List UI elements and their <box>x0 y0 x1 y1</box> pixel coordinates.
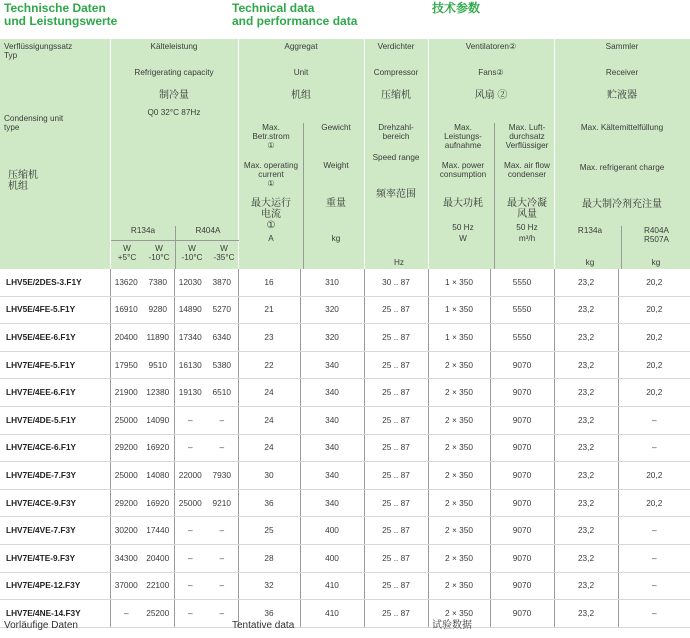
value-cell: 7380 <box>142 269 174 296</box>
value-cell: – <box>174 600 206 628</box>
model-cell: LHV7E/4TE-9.F3Y <box>0 544 110 572</box>
model-cell: LHV7E/4DE-7.F3Y <box>0 462 110 490</box>
value-cell: 9070 <box>490 572 554 600</box>
weight-zh: 重量 <box>326 198 346 209</box>
value-cell: 2 × 350 <box>428 462 490 490</box>
value-cell: 16130 <box>174 351 206 379</box>
value-cell: – <box>618 572 690 600</box>
current-zh: 最大运行 电流 ① <box>251 198 291 231</box>
receiver-r134a: R134a <box>577 226 603 235</box>
model-cell: LHV7E/4CE-9.F3Y <box>0 489 110 517</box>
capacity-sub-4: W -35°C <box>213 244 235 262</box>
receiver-unit-2: kg <box>651 258 661 267</box>
value-cell: – <box>110 600 142 628</box>
value-cell: 2 × 350 <box>428 572 490 600</box>
value-cell: 20,2 <box>618 324 690 352</box>
value-cell: 20400 <box>110 324 142 352</box>
value-cell: 9070 <box>490 434 554 462</box>
model-cell: LHV5E/4FE-5.F1Y <box>0 296 110 324</box>
model-cell: LHV7E/4PE-12.F3Y <box>0 572 110 600</box>
value-cell: 5270 <box>206 296 238 324</box>
value-cell: 23,2 <box>554 324 618 352</box>
value-cell: 36 <box>238 600 300 628</box>
value-cell: 410 <box>300 600 364 628</box>
model-cell: LHV7E/4FE-5.F1Y <box>0 351 110 379</box>
value-cell: – <box>618 434 690 462</box>
value-cell: 320 <box>300 324 364 352</box>
value-cell: – <box>206 572 238 600</box>
value-cell: 23,2 <box>554 296 618 324</box>
value-cell: 22100 <box>142 572 174 600</box>
value-cell: 30200 <box>110 517 142 545</box>
value-cell: 400 <box>300 517 364 545</box>
model-cell: LHV5E/4EE-6.F1Y <box>0 324 110 352</box>
value-cell: 21900 <box>110 379 142 407</box>
value-cell: 14890 <box>174 296 206 324</box>
value-cell: 25 .. 87 <box>364 462 428 490</box>
value-cell: 5550 <box>490 269 554 296</box>
fan-air-zh: 最大冷凝 风量 <box>507 198 547 220</box>
value-cell: 23,2 <box>554 517 618 545</box>
value-cell: 21 <box>238 296 300 324</box>
value-cell: 2 × 350 <box>428 517 490 545</box>
value-cell: 9280 <box>142 296 174 324</box>
value-cell: 5550 <box>490 296 554 324</box>
compressor-unit: Hz <box>393 258 404 267</box>
value-cell: 12030 <box>174 269 206 296</box>
value-cell: 9210 <box>206 489 238 517</box>
footer-german: Vorläufige Daten <box>4 620 78 631</box>
table-row <box>0 406 690 434</box>
value-cell: 14080 <box>142 462 174 490</box>
value-cell: 29200 <box>110 489 142 517</box>
col-compressor: Verdichter Compressor 压缩机 Drehzahl- bereich Speed range 频率范围 <box>364 39 428 269</box>
value-cell: 340 <box>300 489 364 517</box>
header-english: Technical data and performance data <box>232 1 358 28</box>
col-unit-type: Verflüssigungssatz Typ Condensing unit type 压缩机 机组 <box>0 39 110 269</box>
table-row <box>0 572 690 600</box>
value-cell: 3870 <box>206 269 238 296</box>
value-cell: 25 .. 87 <box>364 489 428 517</box>
value-cell: 16920 <box>142 434 174 462</box>
value-cell: 1 × 350 <box>428 324 490 352</box>
table-row <box>0 600 690 628</box>
value-cell: 9070 <box>490 379 554 407</box>
value-cell: 16920 <box>142 489 174 517</box>
value-cell: 23,2 <box>554 572 618 600</box>
value-cell: 23,2 <box>554 544 618 572</box>
capacity-r404a: R404A <box>175 226 240 269</box>
value-cell: 2 × 350 <box>428 544 490 572</box>
value-cell: 9070 <box>490 462 554 490</box>
value-cell: 20400 <box>142 544 174 572</box>
value-cell: 23,2 <box>554 269 618 296</box>
value-cell: 9070 <box>490 406 554 434</box>
value-cell: 13620 <box>110 269 142 296</box>
value-cell: 20,2 <box>618 462 690 490</box>
value-cell: 7930 <box>206 462 238 490</box>
value-cell: 23,2 <box>554 600 618 628</box>
value-cell: 24 <box>238 379 300 407</box>
value-cell: 6340 <box>206 324 238 352</box>
col-capacity: Kälteleistung Refrigerating capacity 制冷量 Q0 32°C 87Hz <box>110 39 238 269</box>
table-row <box>0 351 690 379</box>
value-cell: 20,2 <box>618 489 690 517</box>
value-cell: 2 × 350 <box>428 406 490 434</box>
current-unit: A <box>268 234 274 243</box>
header-chinese: 技术参数 <box>432 1 481 15</box>
value-cell: 5550 <box>490 324 554 352</box>
value-cell: 14090 <box>142 406 174 434</box>
value-cell: 25 .. 87 <box>364 544 428 572</box>
weight-en: Weight <box>323 161 349 170</box>
value-cell: 11890 <box>142 324 174 352</box>
value-cell: – <box>618 406 690 434</box>
value-cell: 30 .. 87 <box>364 269 428 296</box>
value-cell: 32 <box>238 572 300 600</box>
model-cell: LHV7E/4CE-6.F1Y <box>0 434 110 462</box>
value-cell: 2 × 350 <box>428 379 490 407</box>
value-cell: – <box>618 544 690 572</box>
table-row <box>0 462 690 490</box>
receiver-r404a: R404A R507A <box>621 226 690 269</box>
value-cell: – <box>174 544 206 572</box>
value-cell: 340 <box>300 351 364 379</box>
value-cell: 2 × 350 <box>428 600 490 628</box>
fan-air-hz: 50 Hz <box>516 223 538 232</box>
footer-english: Tentative data <box>232 620 295 631</box>
value-cell: 320 <box>300 296 364 324</box>
value-cell: 25200 <box>142 600 174 628</box>
receiver-unit-1: kg <box>585 258 595 267</box>
capacity-sub-1: W +5°C <box>117 244 137 262</box>
value-cell: 23,2 <box>554 379 618 407</box>
fan-power-en: Max. power consumption <box>439 161 487 179</box>
value-cell: 25000 <box>174 489 206 517</box>
value-cell: 340 <box>300 379 364 407</box>
value-cell: 9070 <box>490 351 554 379</box>
weight-de: Gewicht <box>321 123 351 132</box>
current-en: Max. operating current ① <box>243 161 299 188</box>
technical-data-table <box>0 39 690 628</box>
table-row <box>0 517 690 545</box>
value-cell: 9070 <box>490 489 554 517</box>
table-row <box>0 296 690 324</box>
value-cell: – <box>206 544 238 572</box>
value-cell: 29200 <box>110 434 142 462</box>
value-cell: 5380 <box>206 351 238 379</box>
table-row <box>0 379 690 407</box>
value-cell: 9070 <box>490 517 554 545</box>
value-cell: – <box>174 434 206 462</box>
value-cell: 23 <box>238 324 300 352</box>
value-cell: 9070 <box>490 600 554 628</box>
value-cell: 2 × 350 <box>428 351 490 379</box>
value-cell: 1 × 350 <box>428 296 490 324</box>
value-cell: 37000 <box>110 572 142 600</box>
value-cell: 23,2 <box>554 434 618 462</box>
value-cell: 12380 <box>142 379 174 407</box>
value-cell: 20,2 <box>618 351 690 379</box>
value-cell: 17340 <box>174 324 206 352</box>
value-cell: 23,2 <box>554 351 618 379</box>
value-cell: 34300 <box>110 544 142 572</box>
value-cell: 310 <box>300 269 364 296</box>
value-cell: – <box>174 517 206 545</box>
table-row <box>0 324 690 352</box>
value-cell: – <box>206 600 238 628</box>
capacity-sub-2: W -10°C <box>148 244 170 262</box>
value-cell: – <box>618 517 690 545</box>
value-cell: 6510 <box>206 379 238 407</box>
value-cell: 24 <box>238 406 300 434</box>
value-cell: 24 <box>238 434 300 462</box>
value-cell: 19130 <box>174 379 206 407</box>
value-cell: 25 .. 87 <box>364 517 428 545</box>
value-cell: 25 .. 87 <box>364 296 428 324</box>
value-cell: 23,2 <box>554 462 618 490</box>
capacity-r134a: R134a <box>130 226 156 235</box>
value-cell: 340 <box>300 462 364 490</box>
model-cell: LHV7E/4EE-6.F1Y <box>0 379 110 407</box>
model-cell: LHV7E/4DE-5.F1Y <box>0 406 110 434</box>
value-cell: 28 <box>238 544 300 572</box>
value-cell: 410 <box>300 572 364 600</box>
value-cell: 25 <box>238 517 300 545</box>
value-cell: 340 <box>300 406 364 434</box>
value-cell: 400 <box>300 544 364 572</box>
value-cell: 23,2 <box>554 406 618 434</box>
value-cell: 17950 <box>110 351 142 379</box>
table-row <box>0 434 690 462</box>
value-cell: – <box>174 572 206 600</box>
fan-air-unit: m³/h <box>518 234 536 243</box>
table-row <box>0 489 690 517</box>
model-cell: LHV7E/4NE-14.F3Y <box>0 600 110 628</box>
value-cell: – <box>174 406 206 434</box>
value-cell: 9510 <box>142 351 174 379</box>
col-fans: Ventilatoren② Fans② 风扇 ② <box>428 39 554 269</box>
col-receiver: Sammler Receiver 贮液器 Max. Kältemittelfüllung Max. refrigerant charge 最大制冷剂充注量 <box>554 39 690 269</box>
value-cell: 25 .. 87 <box>364 434 428 462</box>
value-cell: 25000 <box>110 462 142 490</box>
fan-power-unit: W <box>459 234 467 243</box>
value-cell: 16 <box>238 269 300 296</box>
value-cell: – <box>618 600 690 628</box>
col-aggregat: Aggregat Unit 机组 <box>238 39 364 269</box>
value-cell: 25 .. 87 <box>364 324 428 352</box>
value-cell: 25 .. 87 <box>364 406 428 434</box>
footer-chinese: 试验数据 <box>432 620 472 631</box>
value-cell: 25 .. 87 <box>364 351 428 379</box>
value-cell: 20,2 <box>618 379 690 407</box>
value-cell: – <box>206 406 238 434</box>
value-cell: 2 × 350 <box>428 434 490 462</box>
value-cell: 30 <box>238 462 300 490</box>
fan-power-de: Max. Leistungs- aufnahme <box>444 123 482 150</box>
model-cell: LHV5E/2DES-3.F1Y <box>0 269 110 296</box>
value-cell: 20,2 <box>618 269 690 296</box>
value-cell: 22 <box>238 351 300 379</box>
value-cell: 25000 <box>110 406 142 434</box>
value-cell: 36 <box>238 489 300 517</box>
value-cell: – <box>206 434 238 462</box>
fan-air-de: Max. Luft- durchsatz Verflüssiger <box>505 123 549 150</box>
table-row <box>0 269 690 296</box>
value-cell: 9070 <box>490 544 554 572</box>
value-cell: 340 <box>300 434 364 462</box>
value-cell: 25 .. 87 <box>364 600 428 628</box>
value-cell: 16910 <box>110 296 142 324</box>
current-de: Max. Betr.strom ① <box>252 123 290 150</box>
header-german: Technische Daten und Leistungswerte <box>4 1 118 28</box>
capacity-condition: Q0 32°C 87Hz <box>147 108 201 117</box>
value-cell: 1 × 350 <box>428 269 490 296</box>
value-cell: 22000 <box>174 462 206 490</box>
capacity-sub-3: W -10°C <box>181 244 203 262</box>
fan-air-en: Max. air flow condenser <box>504 161 550 179</box>
fan-power-hz: 50 Hz <box>452 223 474 232</box>
value-cell: 2 × 350 <box>428 489 490 517</box>
value-cell: 25 .. 87 <box>364 379 428 407</box>
value-cell: 25 .. 87 <box>364 572 428 600</box>
weight-unit: kg <box>331 234 341 243</box>
table-row <box>0 544 690 572</box>
value-cell: 23,2 <box>554 489 618 517</box>
value-cell: 20,2 <box>618 296 690 324</box>
model-cell: LHV7E/4VE-7.F3Y <box>0 517 110 545</box>
value-cell: 17440 <box>142 517 174 545</box>
value-cell: – <box>206 517 238 545</box>
fan-power-zh: 最大功耗 <box>443 198 483 209</box>
